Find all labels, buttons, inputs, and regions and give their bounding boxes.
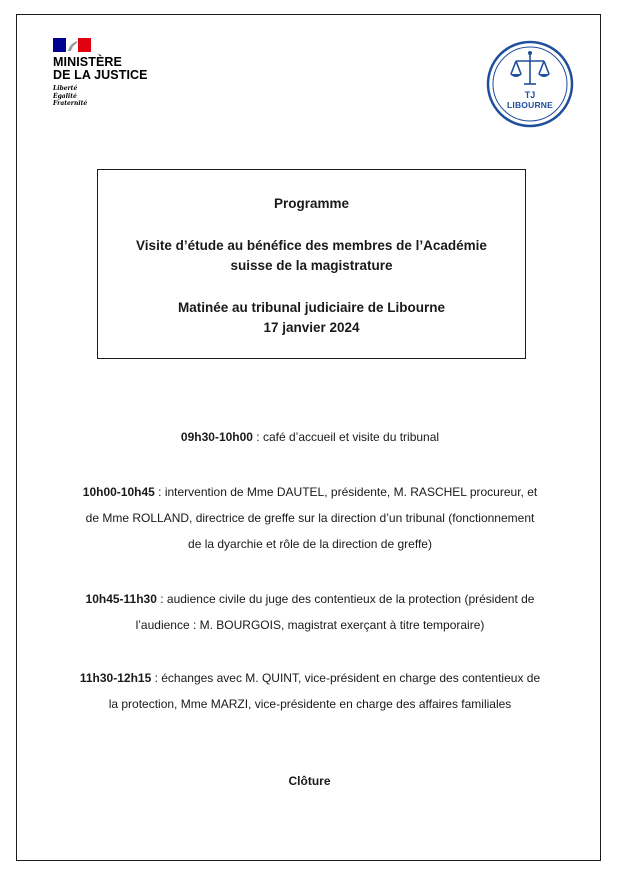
program-item xyxy=(30,586,590,638)
program-item xyxy=(30,424,590,450)
motto-line: Liberté xyxy=(53,85,78,92)
ministry-name-line: DE LA JUSTICE xyxy=(53,68,148,82)
tj-logo-line2: LIBOURNE xyxy=(507,100,553,110)
republic-motto xyxy=(53,85,173,108)
program-item-text: : audience civile du juge des contentieux de la protection (président de xyxy=(156,592,535,606)
program-item-text: : café d’accueil et visite du tribunal xyxy=(252,430,440,444)
motto-line: Égalité xyxy=(53,92,77,100)
program-item xyxy=(30,479,590,557)
program-item-text: : intervention de Mme DAUTEL, présidente, M. RASCHEL procureur, et xyxy=(154,485,538,499)
tj-libourne-logo xyxy=(486,40,574,128)
ministry-logo xyxy=(53,38,173,108)
scales-of-justice-icon xyxy=(486,40,574,128)
location-line: Matinée au tribunal judiciaire de Libourne xyxy=(177,300,446,315)
program-item-time: 10h00-10h45 xyxy=(82,485,155,499)
program-item-line: l’audience : M. BOURGOIS, magistrat exerçant à titre temporaire) xyxy=(135,618,485,632)
program-item-line xyxy=(30,586,590,612)
visit-subtitle-line1: Visite d’étude au bénéfice des membres de l’Académie xyxy=(136,238,487,253)
visit-subtitle-line2: suisse de la magistrature xyxy=(230,258,393,273)
program-item-line xyxy=(30,665,590,691)
program-item xyxy=(30,665,590,717)
program-item-line: la protection, Mme MARZI, vice-présidente en charge des affaires familiales xyxy=(108,697,512,711)
french-flag-icon xyxy=(53,38,91,52)
program-item-line: de la dyarchie et rôle de la direction de greffe) xyxy=(188,537,432,551)
program-heading: Programme xyxy=(273,196,350,211)
program-item-time: 11h30-12h15 xyxy=(79,671,152,685)
program-item-time: 09h30-10h00 xyxy=(180,430,253,444)
program-item-text: : échanges avec M. QUINT, vice-président en charge des contentieux de xyxy=(151,671,541,685)
motto-line: Fraternité xyxy=(53,100,88,107)
program-item-line: de Mme ROLLAND, directrice de greffe sur la direction d’un tribunal (fonctionnement xyxy=(85,511,535,525)
tj-logo-line1: TJ xyxy=(524,90,536,100)
program-item-time: 10h45-11h30 xyxy=(85,592,157,606)
title-box xyxy=(97,169,526,359)
closing-label: Clôture xyxy=(288,774,331,788)
ministry-name xyxy=(53,56,173,82)
ministry-name-line: MINISTÈRE xyxy=(53,55,122,69)
program-item-line xyxy=(30,424,590,450)
date-line: 17 janvier 2024 xyxy=(263,320,360,335)
program-item-line xyxy=(30,479,590,505)
